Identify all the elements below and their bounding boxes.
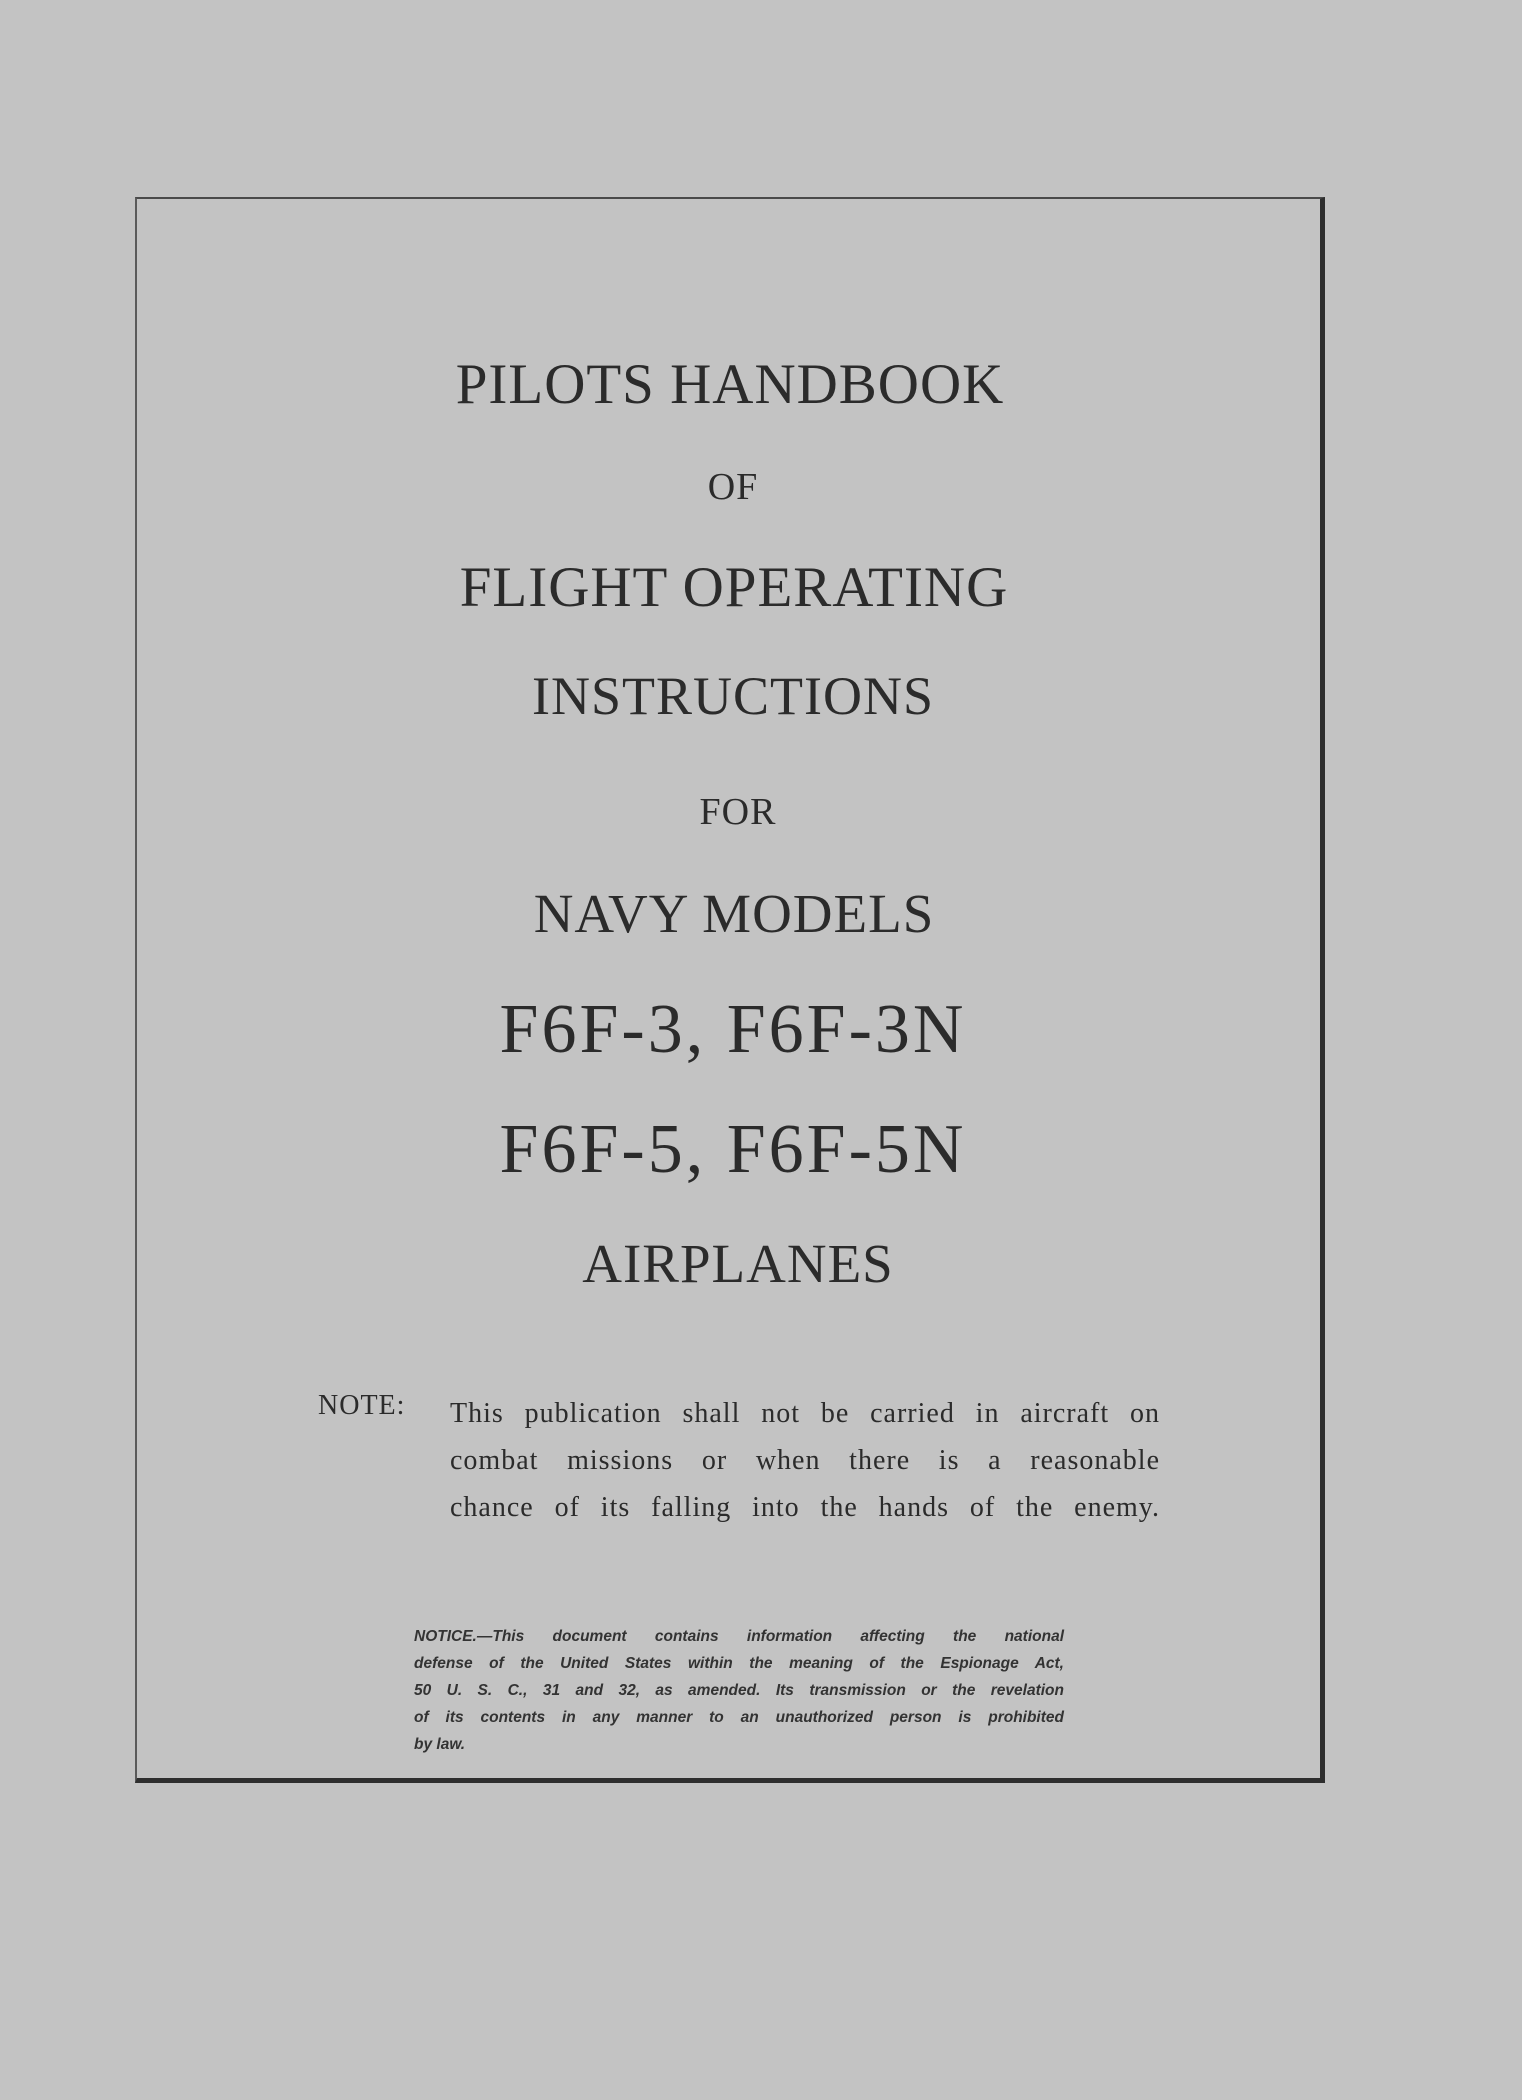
title-flight-operating: FLIGHT OPERATING <box>459 556 1009 619</box>
title-for: FOR <box>699 791 777 833</box>
note-line: chance of its falling into the hands of the enemy. <box>450 1492 1160 1523</box>
title-pilots-handbook: PILOTS HANDBOOK <box>455 353 1005 416</box>
title-models-line-2: F6F-5, F6F-5N <box>499 1111 967 1188</box>
notice-line: of its contents in any manner to an unauthorized person is prohibited <box>414 1709 1064 1726</box>
notice-line: 50 U. S. C., 31 and 32, as amended. Its transmission or the revelation <box>414 1682 1064 1699</box>
note-line: combat missions or when there is a reasonable <box>450 1445 1160 1476</box>
note-text <box>450 1390 1160 1531</box>
title-navy-models: NAVY MODELS <box>533 883 935 944</box>
note-line: This publication shall not be carried in aircraft on <box>450 1398 1160 1429</box>
notice-line: by law. <box>414 1736 466 1753</box>
title-airplanes: AIRPLANES <box>582 1233 894 1294</box>
title-models-line-1: F6F-3, F6F-3N <box>499 991 967 1068</box>
espionage-notice <box>414 1623 1064 1758</box>
note-label: NOTE: <box>318 1390 406 1421</box>
notice-line: defense of the United States within the meaning of the Espionage Act, <box>414 1655 1064 1672</box>
notice-line: NOTICE.—This document contains information affecting the national <box>414 1628 1064 1645</box>
title-instructions: INSTRUCTIONS <box>531 666 935 726</box>
title-of: OF <box>707 466 759 508</box>
